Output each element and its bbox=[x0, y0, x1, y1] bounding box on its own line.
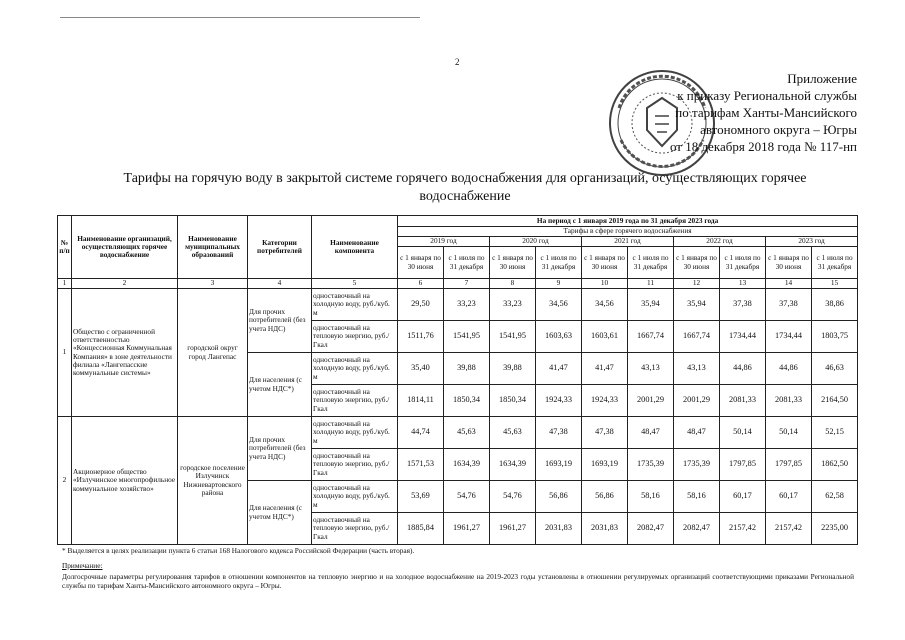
tariff-value: 58,16 bbox=[674, 481, 720, 513]
half1-header: с 1 января по 30 июня bbox=[766, 247, 812, 279]
tariffs-table bbox=[57, 215, 858, 545]
half2-header: с 1 июля по 31 декабря bbox=[536, 247, 582, 279]
tariff-value: 1885,84 bbox=[398, 513, 444, 545]
appendix-line: Приложение bbox=[787, 71, 857, 86]
tariff-value: 34,56 bbox=[536, 289, 582, 321]
tariff-value: 54,76 bbox=[444, 481, 490, 513]
title-line: водоснабжение bbox=[419, 189, 511, 204]
appendix-line: по тарифам Ханты-Мансийского bbox=[675, 105, 857, 120]
column-index: 15 bbox=[812, 279, 858, 289]
tariff-value: 2001,29 bbox=[628, 385, 674, 417]
tariff-value: 48,47 bbox=[674, 417, 720, 449]
header-category: Категории потребителей bbox=[248, 216, 312, 279]
column-index: 9 bbox=[536, 279, 582, 289]
component-name: одноставочный на холодную воду, руб./куб. м bbox=[312, 481, 398, 513]
tariff-value: 1803,75 bbox=[812, 321, 858, 353]
column-index: 3 bbox=[178, 279, 248, 289]
half1-header: с 1 января по 30 июня bbox=[674, 247, 720, 279]
consumer-category: Для населения (с учетом НДС*) bbox=[248, 481, 312, 545]
header-org: Наименование организаций, осуществляющих горячее водоснабжение bbox=[72, 216, 178, 279]
tariff-value: 35,40 bbox=[398, 353, 444, 385]
tariff-value: 1667,74 bbox=[628, 321, 674, 353]
column-index: 6 bbox=[398, 279, 444, 289]
tariff-value: 34,56 bbox=[582, 289, 628, 321]
tariff-value: 2157,42 bbox=[720, 513, 766, 545]
tariff-value: 37,38 bbox=[766, 289, 812, 321]
tariff-value: 47,38 bbox=[536, 417, 582, 449]
tariff-value: 46,63 bbox=[812, 353, 858, 385]
tariff-value: 1862,50 bbox=[812, 449, 858, 481]
component-name: одноставочный на холодную воду, руб./куб. м bbox=[312, 353, 398, 385]
municipality-name: городское поселение Излучинск Нижневартовского района bbox=[178, 417, 248, 545]
org-number: 1 bbox=[58, 289, 72, 417]
tariff-value: 41,47 bbox=[582, 353, 628, 385]
page-number: 2 bbox=[455, 57, 460, 67]
component-name: одноставочный на тепловую энергию, руб./ Гкал bbox=[312, 449, 398, 481]
header-component: Наименование компонента bbox=[312, 216, 398, 279]
tariff-value: 52,15 bbox=[812, 417, 858, 449]
component-name: одноставочный на тепловую энергию, руб./ Гкал bbox=[312, 385, 398, 417]
tariff-value: 1541,95 bbox=[490, 321, 536, 353]
half2-header: с 1 июля по 31 декабря bbox=[720, 247, 766, 279]
tariff-value: 1693,19 bbox=[582, 449, 628, 481]
header-municipality: Наименование муниципальных образований bbox=[178, 216, 248, 279]
tariff-value: 1924,33 bbox=[582, 385, 628, 417]
tariff-value: 1667,74 bbox=[674, 321, 720, 353]
appendix-block bbox=[547, 70, 857, 155]
tariff-value: 29,50 bbox=[398, 289, 444, 321]
tariff-value: 44,86 bbox=[720, 353, 766, 385]
half2-header: с 1 июля по 31 декабря bbox=[628, 247, 674, 279]
consumer-category: Для прочих потребителей (без учета НДС) bbox=[248, 417, 312, 481]
year-header: 2022 год bbox=[674, 237, 766, 247]
tariffs-table-body bbox=[58, 289, 858, 545]
column-index: 13 bbox=[720, 279, 766, 289]
tariff-value: 1850,34 bbox=[444, 385, 490, 417]
half1-header: с 1 января по 30 июня bbox=[490, 247, 536, 279]
tariff-value: 38,86 bbox=[812, 289, 858, 321]
tariff-value: 56,86 bbox=[582, 481, 628, 513]
tariff-value: 1850,34 bbox=[490, 385, 536, 417]
tariff-value: 43,13 bbox=[674, 353, 720, 385]
tariff-value: 2081,33 bbox=[720, 385, 766, 417]
tariff-value: 47,38 bbox=[582, 417, 628, 449]
tariff-value: 1961,27 bbox=[490, 513, 536, 545]
tariff-value: 35,94 bbox=[628, 289, 674, 321]
tariff-value: 54,76 bbox=[490, 481, 536, 513]
tariff-value: 1797,85 bbox=[766, 449, 812, 481]
tariff-value: 39,88 bbox=[490, 353, 536, 385]
tariff-value: 1734,44 bbox=[720, 321, 766, 353]
half2-header: с 1 июля по 31 декабря bbox=[812, 247, 858, 279]
tariff-value: 53,69 bbox=[398, 481, 444, 513]
header-num: № п/п bbox=[58, 216, 72, 279]
appendix-line: от 18 декабря 2018 года № 117-нп bbox=[669, 139, 857, 154]
tariff-value: 1603,63 bbox=[536, 321, 582, 353]
year-header: 2021 год bbox=[582, 237, 674, 247]
tariff-value: 44,74 bbox=[398, 417, 444, 449]
tariff-value: 1735,39 bbox=[628, 449, 674, 481]
municipality-name: городской округ город Лангепас bbox=[178, 289, 248, 417]
tariff-value: 60,17 bbox=[720, 481, 766, 513]
column-index: 14 bbox=[766, 279, 812, 289]
tariff-value: 37,38 bbox=[720, 289, 766, 321]
column-index: 4 bbox=[248, 279, 312, 289]
tariff-value: 1961,27 bbox=[444, 513, 490, 545]
tariff-value: 1814,11 bbox=[398, 385, 444, 417]
org-number: 2 bbox=[58, 417, 72, 545]
period-header: На период с 1 января 2019 года по 31 декабря 2023 года bbox=[398, 216, 858, 227]
tariff-value: 1734,44 bbox=[766, 321, 812, 353]
column-index: 10 bbox=[582, 279, 628, 289]
tariff-value: 2081,33 bbox=[766, 385, 812, 417]
component-name: одноставочный на тепловую энергию, руб./ Гкал bbox=[312, 513, 398, 545]
tariff-value: 2031,83 bbox=[582, 513, 628, 545]
tariff-value: 48,47 bbox=[628, 417, 674, 449]
column-index: 7 bbox=[444, 279, 490, 289]
tariff-value: 35,94 bbox=[674, 289, 720, 321]
tariff-value: 2082,47 bbox=[628, 513, 674, 545]
table-row bbox=[58, 289, 858, 321]
appendix-line: к приказу Региональной службы bbox=[677, 88, 857, 103]
tariff-value: 60,17 bbox=[766, 481, 812, 513]
tariff-value: 50,14 bbox=[766, 417, 812, 449]
org-name: Общество с ограниченной ответственностью «Концессионная Коммунальная Компания» в зоне деятельности филиала «Лангепасские коммунальные системы» bbox=[72, 289, 178, 417]
tariff-value: 62,58 bbox=[812, 481, 858, 513]
note-title: Примечание: bbox=[62, 561, 103, 570]
title-line: Тарифы на горячую воду в закрытой системе горячего водоснабжения для организаций, осуществляющих горячее bbox=[123, 171, 807, 186]
table-row bbox=[58, 417, 858, 449]
column-index: 8 bbox=[490, 279, 536, 289]
org-name: Акционерное общество «Излучинское многопрофильное коммунальное хозяйство» bbox=[72, 417, 178, 545]
tariff-value: 1603,61 bbox=[582, 321, 628, 353]
half2-header: с 1 июля по 31 декабря bbox=[444, 247, 490, 279]
year-header: 2019 год bbox=[398, 237, 490, 247]
half1-header: с 1 января по 30 июня bbox=[398, 247, 444, 279]
tariff-value: 50,14 bbox=[720, 417, 766, 449]
tariff-value: 1634,39 bbox=[490, 449, 536, 481]
tariff-value: 1634,39 bbox=[444, 449, 490, 481]
consumer-category: Для прочих потребителей (без учета НДС) bbox=[248, 289, 312, 353]
tariff-value: 58,16 bbox=[628, 481, 674, 513]
tariff-value: 44,86 bbox=[766, 353, 812, 385]
year-header: 2020 год bbox=[490, 237, 582, 247]
tariff-value: 1541,95 bbox=[444, 321, 490, 353]
tariff-value: 2235,00 bbox=[812, 513, 858, 545]
tariff-value: 1924,33 bbox=[536, 385, 582, 417]
column-index: 5 bbox=[312, 279, 398, 289]
tariff-value: 56,86 bbox=[536, 481, 582, 513]
tariff-value: 41,47 bbox=[536, 353, 582, 385]
tariff-value: 2157,42 bbox=[766, 513, 812, 545]
tariff-value: 43,13 bbox=[628, 353, 674, 385]
half1-header: с 1 января по 30 июня bbox=[582, 247, 628, 279]
tariff-value: 39,88 bbox=[444, 353, 490, 385]
column-index: 11 bbox=[628, 279, 674, 289]
tariff-value: 1571,53 bbox=[398, 449, 444, 481]
tariff-value: 45,63 bbox=[444, 417, 490, 449]
tariff-value: 2001,29 bbox=[674, 385, 720, 417]
tariff-value: 1797,85 bbox=[720, 449, 766, 481]
tariff-value: 33,23 bbox=[490, 289, 536, 321]
year-header: 2023 год bbox=[766, 237, 858, 247]
document-title bbox=[60, 170, 870, 206]
appendix-line: автономного округа – Югры bbox=[700, 122, 857, 137]
footnote: * Выделяется в целях реализации пункта 6 статьи 168 Налогового кодекса Российской Федерации (часть вторая). bbox=[62, 546, 415, 555]
tariff-value: 1735,39 bbox=[674, 449, 720, 481]
note-text: Долгосрочные параметры регулирования тарифов в отношении компонентов на тепловую энергию и на холодное водоснабжение на 2019-2023 годы установлены в отношении регулируемых организаций соответствующими приказами Региональной службы по тарифам Ханты-Мансийского автономного округа – Югры. bbox=[62, 572, 854, 590]
component-name: одноставочный на холодную воду, руб./куб. м bbox=[312, 417, 398, 449]
component-name: одноставочный на тепловую энергию, руб./ Гкал bbox=[312, 321, 398, 353]
consumer-category: Для населения (с учетом НДС*) bbox=[248, 353, 312, 417]
tariff-value: 33,23 bbox=[444, 289, 490, 321]
column-index: 2 bbox=[72, 279, 178, 289]
component-name: одноставочный на холодную воду, руб./куб. м bbox=[312, 289, 398, 321]
top-scan-line bbox=[60, 17, 420, 18]
tariff-value: 1693,19 bbox=[536, 449, 582, 481]
tariff-value: 2082,47 bbox=[674, 513, 720, 545]
sphere-header: Тарифы в сфере горячего водоснабжения bbox=[398, 227, 858, 237]
column-index: 1 bbox=[58, 279, 72, 289]
tariff-value: 45,63 bbox=[490, 417, 536, 449]
tariff-value: 2031,83 bbox=[536, 513, 582, 545]
column-index: 12 bbox=[674, 279, 720, 289]
tariff-value: 1511,76 bbox=[398, 321, 444, 353]
tariff-value: 2164,50 bbox=[812, 385, 858, 417]
